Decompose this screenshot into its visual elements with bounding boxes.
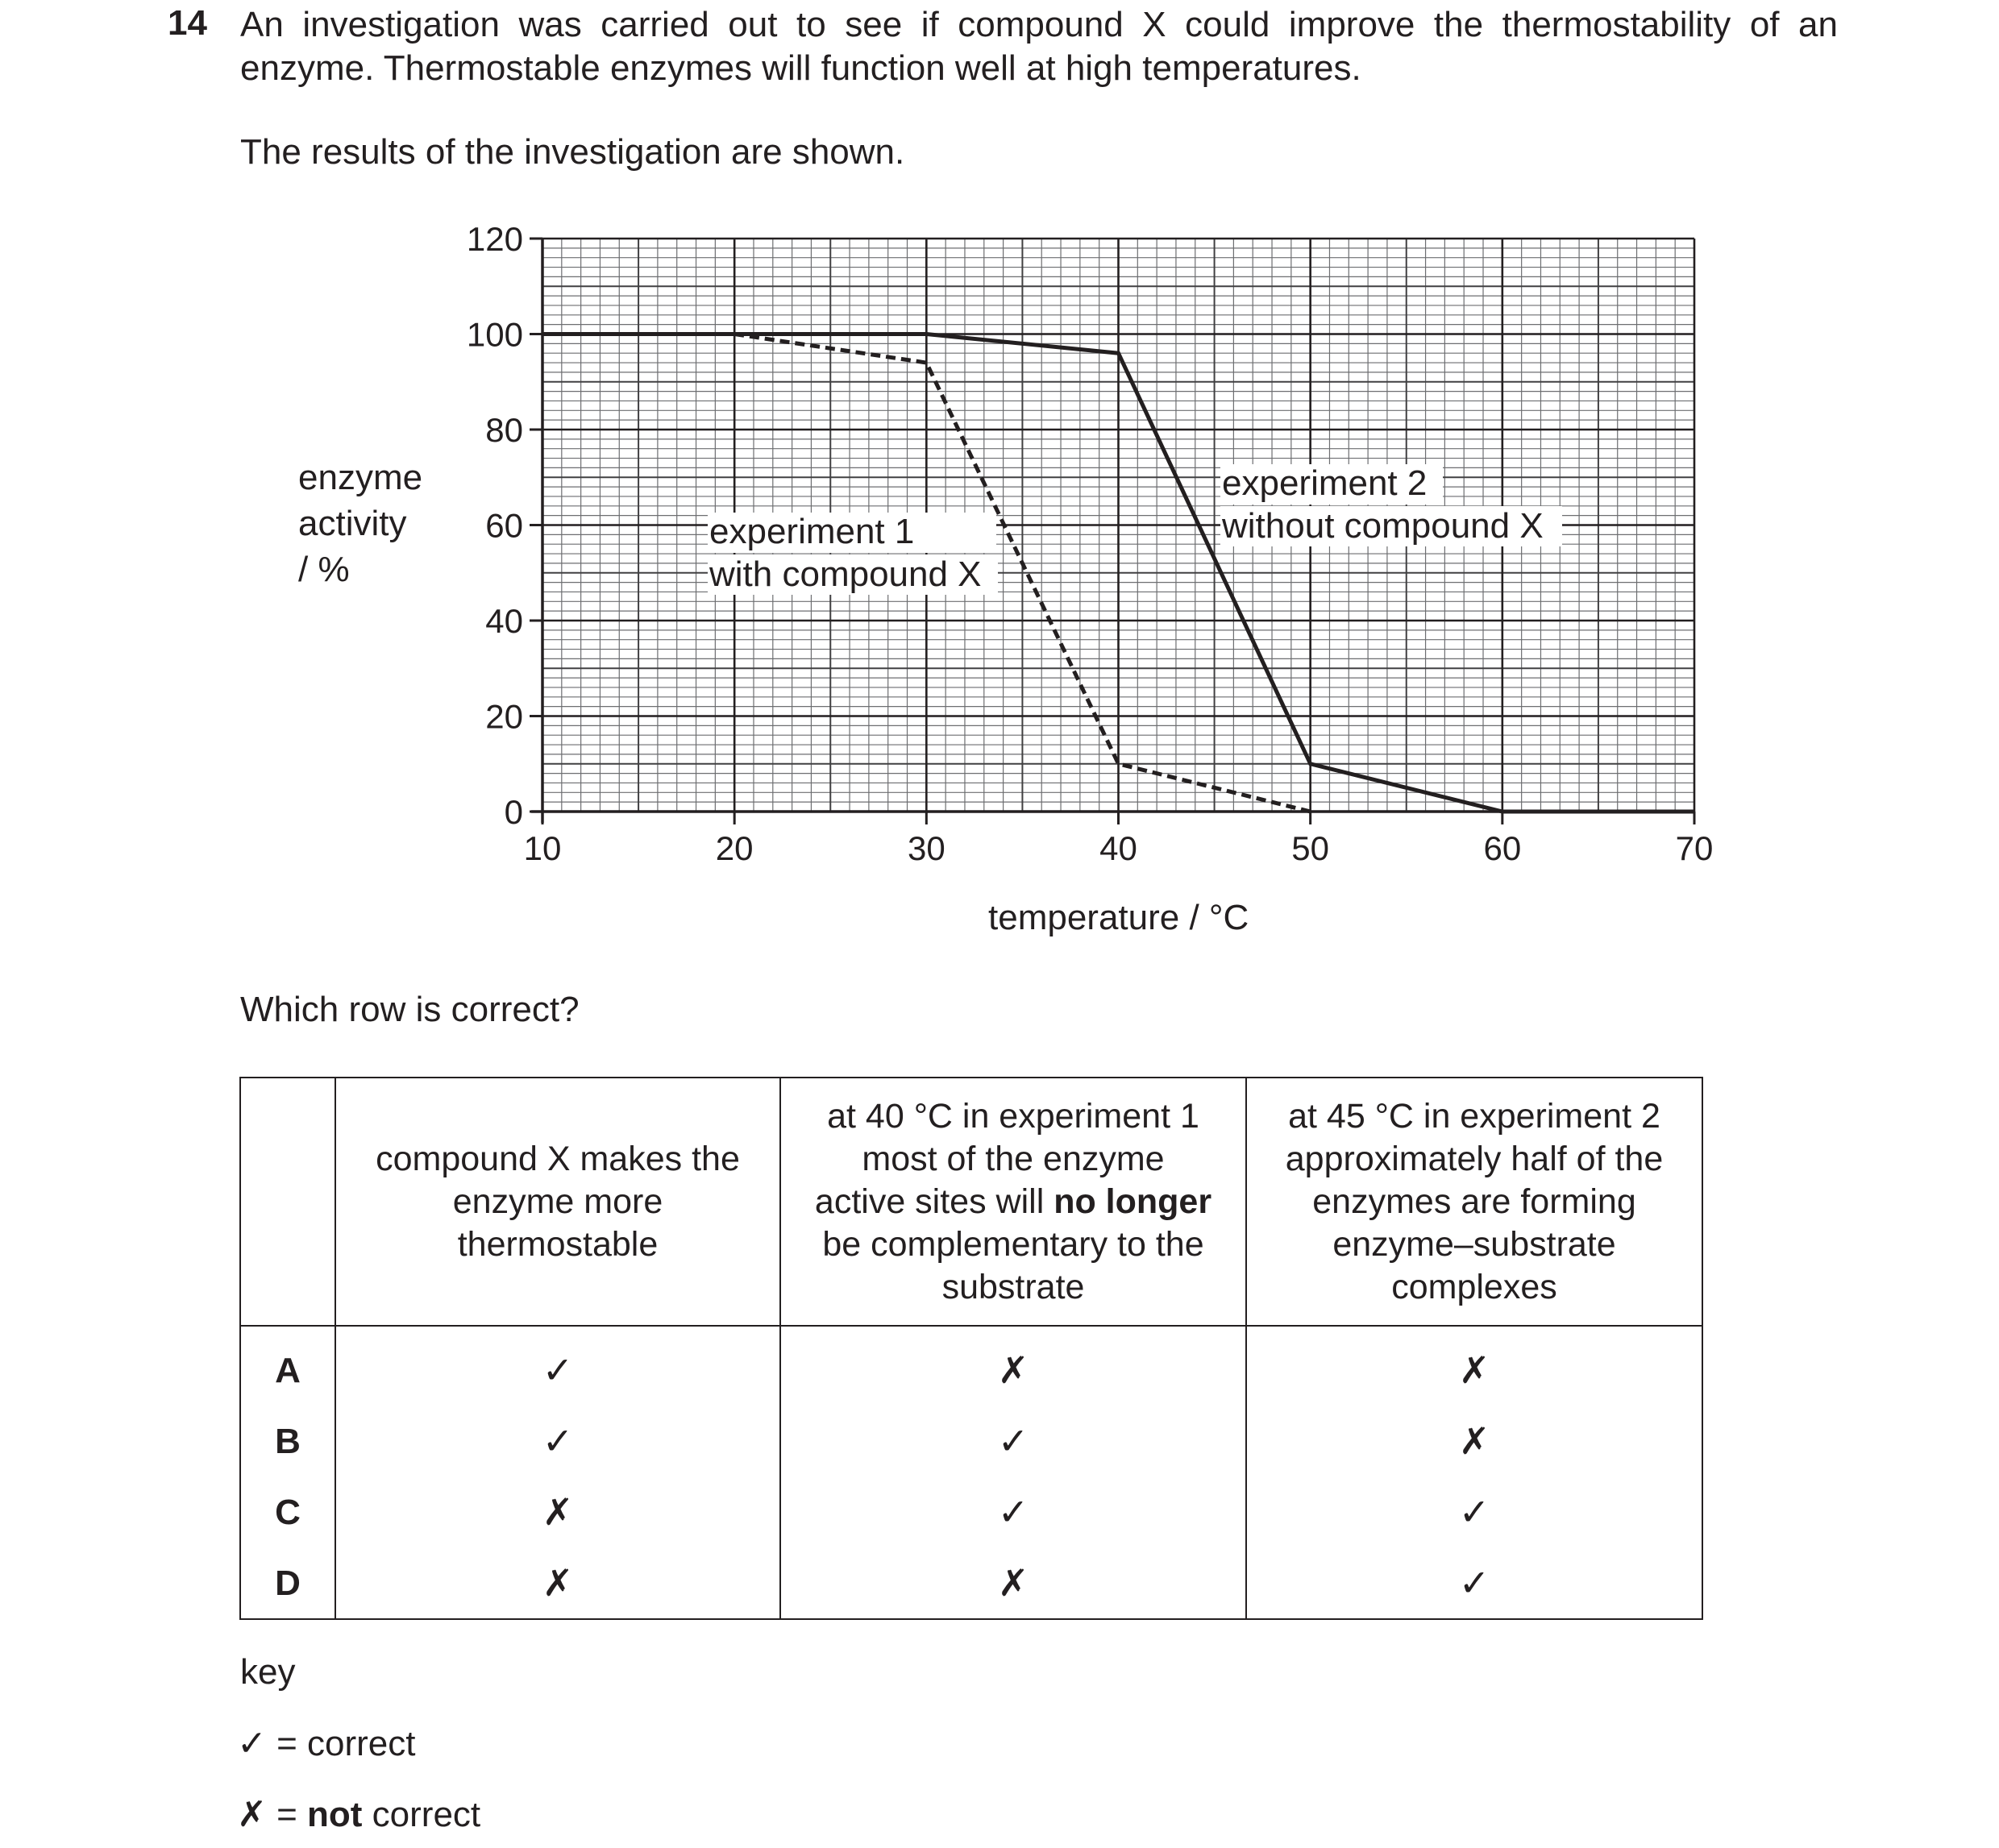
header-line: substrate [941,1267,1085,1306]
key-bold-text: not [307,1795,363,1834]
row-mark: ✗ [335,1547,780,1619]
row-mark: ✓ [335,1406,780,1476]
key-correct [237,1723,416,1764]
key-not-correct [237,1794,480,1835]
row-letter: D [240,1547,335,1619]
row-mark: ✗ [1246,1326,1702,1406]
header-line: be complementary to the [822,1224,1204,1264]
series-label-exp1-line1: experiment 1 [709,512,915,551]
header-45c-experiment-2 [1246,1078,1702,1326]
series-labels [708,463,1562,595]
row-mark: ✓ [335,1326,780,1406]
y-tick-label: 100 [466,315,523,354]
y-tick-labels [467,220,523,831]
question-number: 14 [168,3,207,43]
x-tick-label: 70 [1675,829,1714,867]
y-tick-label: 40 [485,602,523,640]
header-line: complexes [1391,1267,1557,1306]
header-bold-text: no longer [1054,1181,1212,1221]
row-mark: ✗ [780,1547,1246,1619]
row-mark: ✓ [780,1476,1246,1547]
table-row-a [240,1326,1702,1406]
key-text: = [266,1795,308,1834]
header-line: at 40 °C in experiment 1 [827,1096,1199,1136]
row-letter: C [240,1476,335,1547]
row-letter: B [240,1406,335,1476]
row-mark: ✗ [780,1326,1246,1406]
header-line: at 45 °C in experiment 2 [1288,1096,1660,1136]
row-mark: ✓ [1246,1476,1702,1547]
question-line-2: enzyme. Thermostable enzymes will function well at high temperatures. [240,48,1361,88]
tick-symbol: ✓ [237,1724,267,1763]
question-line-1: An investigation was carried out to see if compound X could improve the thermostability of an [240,5,1838,44]
row-mark: ✗ [1246,1406,1702,1476]
header-blank-cell [240,1078,335,1326]
header-line: enzyme more [452,1181,663,1221]
x-axis-label: temperature / °C [988,898,1249,937]
table-header-row [240,1078,1702,1326]
x-tick-label: 30 [907,829,945,867]
x-tick-label: 50 [1291,829,1330,867]
x-tick-label: 10 [523,829,562,867]
table-row-b [240,1406,1702,1476]
y-tick-label: 0 [504,793,523,831]
header-40c-experiment-1 [780,1078,1246,1326]
x-tick-label: 20 [715,829,754,867]
series-label-exp2-line1: experiment 2 [1222,463,1428,503]
y-tick-label: 120 [466,220,523,258]
row-mark: ✗ [335,1476,780,1547]
x-tick-labels [524,829,1714,867]
row-letter: A [240,1326,335,1406]
y-axis-label-line: activity [298,504,407,543]
x-tick-label: 40 [1099,829,1137,867]
series-label-exp1-line2: with compound X [709,554,982,594]
header-line: approximately half of the [1285,1139,1664,1178]
row-mark: ✓ [780,1406,1246,1476]
answer-table [239,1077,1703,1620]
header-line: thermostable [457,1224,659,1264]
series-label-exp2-line2: without compound X [1222,506,1544,546]
y-axis-label-line: / % [298,550,350,589]
header-line: enzymes are forming [1312,1181,1636,1221]
y-axis-label-line: enzyme [298,458,423,497]
row-mark: ✓ [1246,1547,1702,1619]
y-tick-label: 80 [485,411,523,449]
key-title: key [240,1652,296,1692]
y-tick-label: 20 [485,697,523,736]
question-prompt: Which row is correct? [240,990,580,1029]
key-text: = correct [266,1724,416,1763]
table-row-d [240,1547,1702,1619]
header-line: enzyme–substrate [1332,1224,1616,1264]
key-text: correct [362,1795,481,1834]
cross-symbol: ✗ [237,1795,267,1834]
header-line: most of the enzyme [862,1139,1165,1178]
y-tick-label: 60 [485,506,523,545]
header-line [781,1181,1245,1223]
table-row-c [240,1476,1702,1547]
x-tick-label: 60 [1483,829,1522,867]
header-line: compound X makes the [376,1139,740,1178]
results-intro: The results of the investigation are shown. [240,132,905,172]
header-text: active sites will [814,1181,1054,1221]
header-compound-x [335,1078,780,1326]
